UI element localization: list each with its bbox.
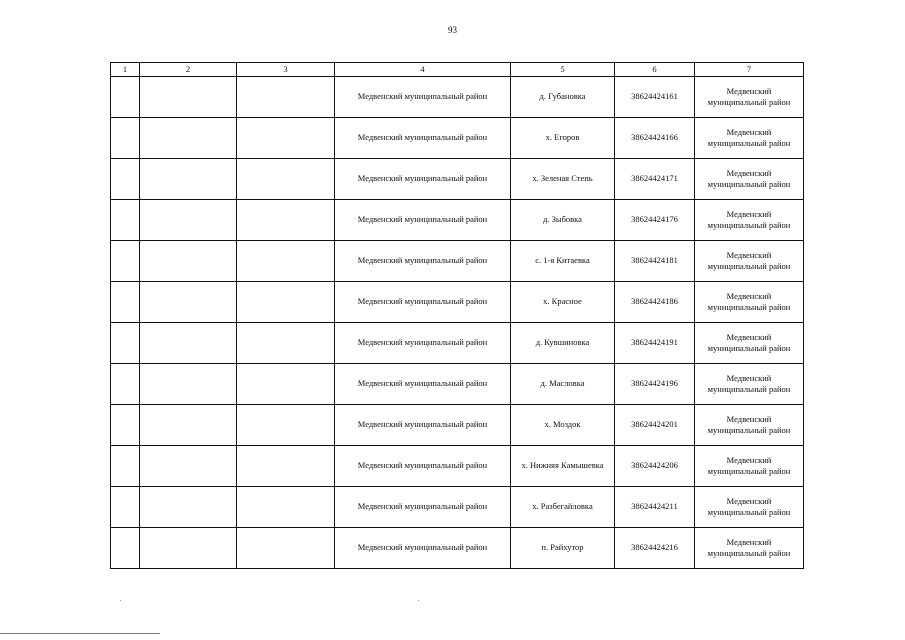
cell-col-2 [140, 528, 237, 569]
table-row [111, 528, 804, 569]
table-row [111, 364, 804, 405]
district-cell: Медвенский муниципальный район [335, 528, 511, 569]
cell-col-1 [111, 282, 140, 323]
oktmo-code-cell: 38624424181 [615, 241, 695, 282]
column-header: 1 [111, 63, 140, 77]
cell-col-1 [111, 241, 140, 282]
municipality-cell: Медвенский муниципальный район [695, 323, 804, 364]
cell-col-2 [140, 323, 237, 364]
oktmo-code-cell: 38624424166 [615, 118, 695, 159]
cell-col-3 [237, 241, 335, 282]
table-row [111, 241, 804, 282]
table-row [111, 118, 804, 159]
oktmo-code-cell: 38624424161 [615, 77, 695, 118]
cell-col-2 [140, 487, 237, 528]
cell-col-3 [237, 159, 335, 200]
municipality-cell: Медвенский муниципальный район [695, 77, 804, 118]
cell-col-3 [237, 282, 335, 323]
column-header: 6 [615, 63, 695, 77]
column-header: 4 [335, 63, 511, 77]
table-row [111, 323, 804, 364]
scan-artifact-line [0, 633, 160, 634]
cell-col-3 [237, 200, 335, 241]
cell-col-3 [237, 446, 335, 487]
district-cell: Медвенский муниципальный район [335, 118, 511, 159]
oktmo-code-cell: 38624424201 [615, 405, 695, 446]
cell-col-1 [111, 364, 140, 405]
district-cell: Медвенский муниципальный район [335, 323, 511, 364]
oktmo-code-cell: 38624424186 [615, 282, 695, 323]
cell-col-3 [237, 77, 335, 118]
district-cell: Медвенский муниципальный район [335, 282, 511, 323]
municipality-cell: Медвенский муниципальный район [695, 282, 804, 323]
cell-col-1 [111, 405, 140, 446]
cell-col-2 [140, 446, 237, 487]
cell-col-1 [111, 200, 140, 241]
settlement-cell: х. Нижняя Камышевка [511, 446, 615, 487]
oktmo-code-cell: 38624424176 [615, 200, 695, 241]
district-cell: Медвенский муниципальный район [335, 405, 511, 446]
cell-col-3 [237, 323, 335, 364]
district-cell: Медвенский муниципальный район [335, 159, 511, 200]
cell-col-1 [111, 446, 140, 487]
oktmo-code-cell: 38624424206 [615, 446, 695, 487]
cell-col-2 [140, 118, 237, 159]
municipality-cell: Медвенский муниципальный район [695, 200, 804, 241]
table-body [111, 77, 804, 569]
district-cell: Медвенский муниципальный район [335, 77, 511, 118]
cell-col-1 [111, 323, 140, 364]
oktmo-code-cell: 38624424191 [615, 323, 695, 364]
cell-col-1 [111, 528, 140, 569]
page-number: 93 [448, 25, 457, 35]
table-row [111, 282, 804, 323]
settlement-cell: х. Разбегайловка [511, 487, 615, 528]
settlement-cell: д. Кувшиновка [511, 323, 615, 364]
cell-col-3 [237, 364, 335, 405]
cell-col-2 [140, 405, 237, 446]
cell-col-1 [111, 487, 140, 528]
scan-artifact-dot [120, 600, 121, 601]
municipality-cell: Медвенский муниципальный район [695, 118, 804, 159]
municipality-cell: Медвенский муниципальный район [695, 487, 804, 528]
district-cell: Медвенский муниципальный район [335, 200, 511, 241]
municipality-cell: Медвенский муниципальный район [695, 364, 804, 405]
cell-col-2 [140, 241, 237, 282]
cell-col-3 [237, 118, 335, 159]
district-cell: Медвенский муниципальный район [335, 364, 511, 405]
oktmo-code-cell: 38624424196 [615, 364, 695, 405]
settlement-cell: д. Масловка [511, 364, 615, 405]
oktmo-code-cell: 38624424171 [615, 159, 695, 200]
cell-col-2 [140, 159, 237, 200]
municipality-cell: Медвенский муниципальный район [695, 405, 804, 446]
settlement-cell: х. Моздок [511, 405, 615, 446]
cell-col-1 [111, 159, 140, 200]
district-cell: Медвенский муниципальный район [335, 487, 511, 528]
oktmo-code-cell: 38624424216 [615, 528, 695, 569]
column-header: 5 [511, 63, 615, 77]
scan-artifact-dot [418, 600, 419, 601]
district-cell: Медвенский муниципальный район [335, 446, 511, 487]
cell-col-2 [140, 200, 237, 241]
cell-col-3 [237, 528, 335, 569]
header-row [111, 63, 804, 77]
municipality-cell: Медвенский муниципальный район [695, 159, 804, 200]
settlement-cell: д. Зыбовка [511, 200, 615, 241]
municipality-cell: Медвенский муниципальный район [695, 241, 804, 282]
cell-col-2 [140, 282, 237, 323]
table-row [111, 405, 804, 446]
settlement-cell: п. Райхутор [511, 528, 615, 569]
municipality-cell: Медвенский муниципальный район [695, 528, 804, 569]
oktmo-code-cell: 38624424211 [615, 487, 695, 528]
settlement-cell: х. Красное [511, 282, 615, 323]
column-header: 3 [237, 63, 335, 77]
municipality-cell: Медвенский муниципальный район [695, 446, 804, 487]
column-header: 7 [695, 63, 804, 77]
settlements-table [110, 62, 804, 569]
cell-col-2 [140, 364, 237, 405]
table-row [111, 200, 804, 241]
cell-col-3 [237, 487, 335, 528]
settlement-cell: д. Губановка [511, 77, 615, 118]
column-header: 2 [140, 63, 237, 77]
table-row [111, 159, 804, 200]
cell-col-1 [111, 118, 140, 159]
table-row [111, 77, 804, 118]
cell-col-3 [237, 405, 335, 446]
settlement-cell: х. Егоров [511, 118, 615, 159]
district-cell: Медвенский муниципальный район [335, 241, 511, 282]
settlement-cell: х. Зеленая Степь [511, 159, 615, 200]
cell-col-1 [111, 77, 140, 118]
table-row [111, 487, 804, 528]
cell-col-2 [140, 77, 237, 118]
table-header [111, 63, 804, 77]
settlement-cell: с. 1-я Китаевка [511, 241, 615, 282]
table-row [111, 446, 804, 487]
